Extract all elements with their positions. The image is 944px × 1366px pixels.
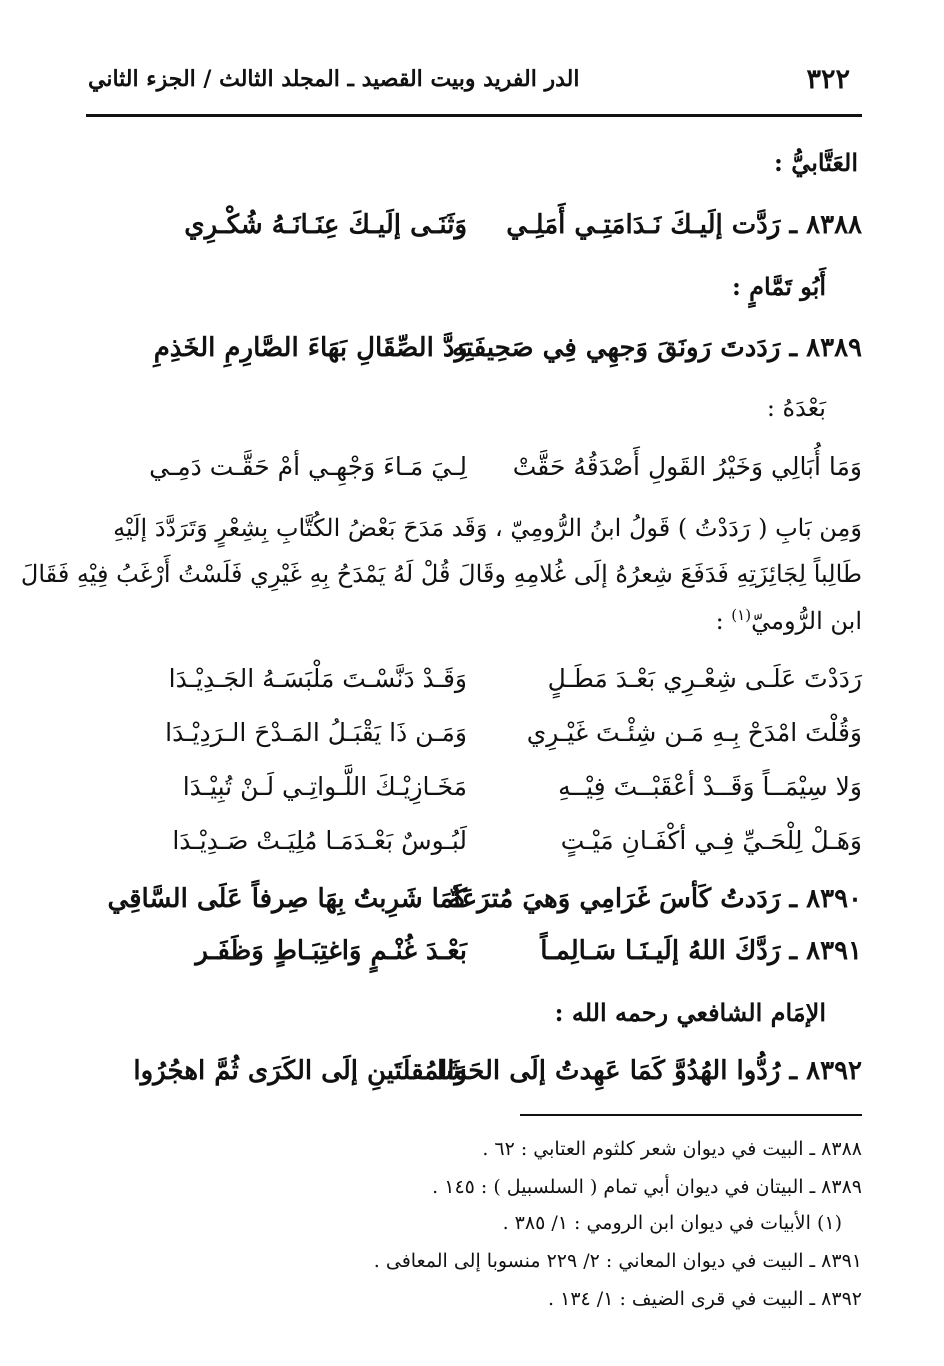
speaker-heading: بَعْدَهُ : [766,394,826,422]
verse-second-hemistich: مَخَـازِيْـكَ اللَّـواتِـي لَـنْ تُبِيْـدَا [182,772,467,801]
verse-first-hemistich: وَقُلْتَ امْدَحْ بِـهِ مَـن شِئْـتَ غَيْـرِي [526,718,862,747]
verse-second-hemistich: رَدَّ الصِّقَالِ بَهَاءَ الصَّارِمِ الخَذِمِ [153,333,467,363]
verse-ibn-rumi [86,826,862,876]
verse-first-hemistich: ٨٣٩٠ ـ رَدَدتُ كَأسَ غَرَامِي وَهيَ مُترَعَةٌ [447,884,862,914]
verse-first-hemistich: ٨٣٨٩ ـ رَدَدتَ رَونَقَ وَجهِي فِي صَحِيفَتِهِ [451,333,862,363]
verse-ibn-rumi [86,664,862,714]
verse-second-hemistich: وَقَـدْ دَنَّسْـتَ مَلْبَسَـهُ الجَـدِيْـدَا [168,664,467,693]
verse-first-hemistich: وَهَـلْ لِلْحَـيِّ فِـي أكْفَـانِ مَيْـتٍ [560,826,862,855]
verse-second-hemistich: لَبُـوسٌ بَعْـدَمَـا مُلِيَـتْ صَـدِيْـدَا [172,826,467,855]
verse-first-hemistich: ٨٣٩٢ ـ رُدُّوا الهُدُوَّ كَمَا عَهِدتُ إلَى الحَشَا [437,1056,862,1086]
verse-8389 [86,333,862,383]
verse-8391 [86,936,862,986]
footnote-ref: (١) [731,606,752,624]
verse-second-hemistich: وَثَنَـى إلَيـكَ عِنَـانَـهُ شُكْـرِي [184,210,467,240]
speaker-heading: العَتَّابيُّ : [773,148,858,177]
verse-first-hemistich: وَمَا أُبَالِي وَخَيْرُ القَولِ أَصْدَقُهُ حَقَّتْ [512,452,862,481]
verse-first-hemistich: ٨٣٨٨ ـ رَدَّت إلَيـكَ نَـدَامَتِـي أَمَلِـي [506,210,862,240]
verse-second-hemistich: لِـيَ مَـاءَ وَجْهِـي أمْ حَقَّـت دَمِـي [149,452,467,481]
page-number: ٣٢٢ [806,64,850,95]
verse-following [86,452,862,502]
verse-first-hemistich: ٨٣٩١ ـ رَدَّكَ اللهُ إلَيـنَـا سَـالِمـاً [540,936,862,966]
verse-second-hemistich: وَمَـن ذَا يَقْبَـلُ المَـدْحَ الـرَدِيْـدَا [165,718,467,747]
speaker-heading: الإمَام الشافعي رحمه الله : [554,998,826,1027]
footnote: (١) الأبيات في ديوان ابن الرومي : ١/ ٣٨٥ . [502,1212,842,1234]
verse-second-hemistich: وَالمُقلَتَينِ إلَى الكَرَى ثُمَّ اهجُرُوا [133,1056,467,1086]
prose-text: ابن الرُّوميّ [751,607,862,635]
prose-line: وَمِن بَابِ ( رَدَدْتُ ) قَولُ ابنُ الرُّومِيّ ، وَقَد مَدَحَ بَعْضُ الكُتَّابِ بِشِعْرٍ وَتَرَدَّدَ إلَيْهِ [113,514,862,542]
verse-second-hemistich: بَعْـدَ غُنْـمٍ وَاغتِبَـاطٍ وَظَفَـر [195,936,467,966]
header-rule [86,114,862,117]
verse-8388 [86,210,862,260]
prose-text: : [715,607,732,635]
footnote: ٨٣٩١ ـ البيت في ديوان المعاني : ٢/ ٢٢٩ منسوبا إلى المعافى . [373,1250,862,1272]
footnote-rule [520,1114,862,1116]
verse-second-hemistich: كَمَا شَرِبتُ بِهَا صِرفاً عَلَى السَّاقِي [107,884,467,914]
verse-8390 [86,884,862,934]
verse-8392 [86,1056,862,1106]
verse-first-hemistich: وَلا سِيْمَــاً وَقَــدْ أعْقَبْــتَ فِيْــهِ [558,772,862,801]
footnote: ٨٣٩٢ ـ البيت في قرى الضيف : ١/ ١٣٤ . [548,1288,862,1310]
prose-line: طَالِباً لِجَائِزَتِهِ فَدَفَعَ شِعرُهُ إلَى غُلامِهِ وقَالَ قُلْ لَهُ يَمْدَحُ بِهِ غَيْرِي فَلَسْتُ أَرْغَبُ فِيْهِ فَقَالَ [20,560,862,588]
verse-first-hemistich: رَدَدْتَ عَلَـى شِعْـرِي بَعْـدَ مَطَـلٍ [547,664,862,693]
speaker-heading: أَبُو تَمَّامٍ : [731,272,826,301]
verse-ibn-rumi [86,718,862,768]
verse-ibn-rumi [86,772,862,822]
footnote: ٨٣٨٨ ـ البيت في ديوان شعر كلثوم العتابي : ٦٢ . [482,1138,862,1160]
footnote: ٨٣٨٩ ـ البيتان في ديوان أبي تمام ( السلسبيل ) : ١٤٥ . [432,1176,862,1198]
prose-line [716,606,862,635]
running-title: الدر الفريد وبيت القصيد ـ المجلد الثالث / الجزء الثاني [88,66,580,92]
